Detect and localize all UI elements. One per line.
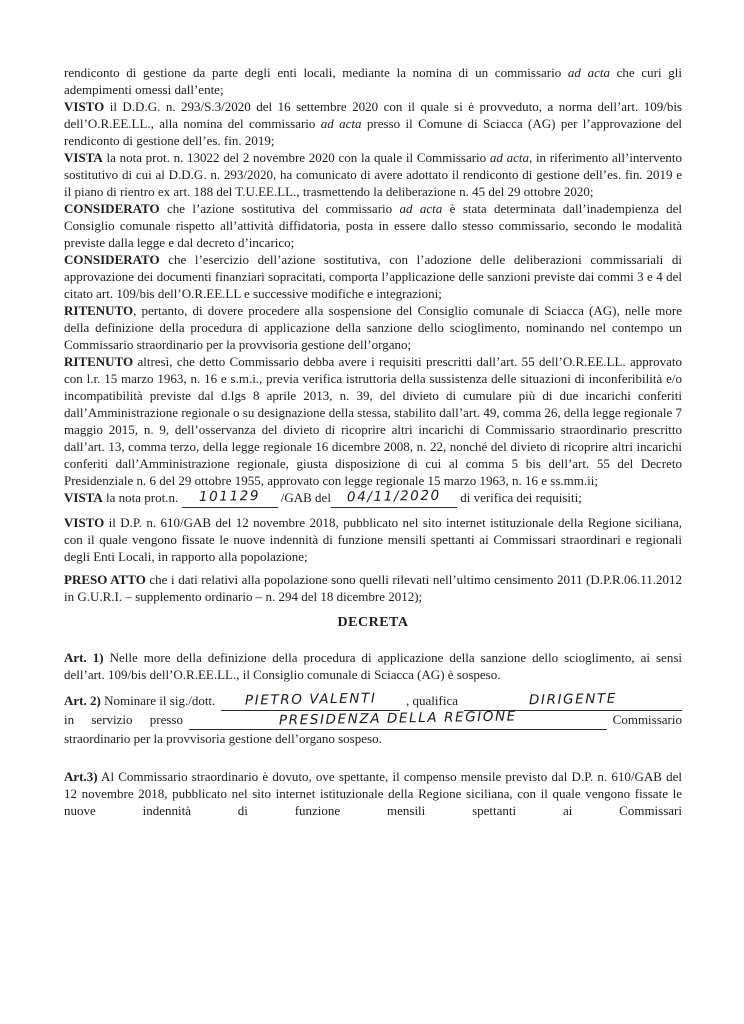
text-run: , pertanto, di dovere procedere alla sospensione del Consiglio comunale di Sciacca (AG), nelle more della definizione della procedura di applicazione della sanzione dello scioglimento, nominando nel contempo un Commissario straordinario per la provvisoria gestione dell’organo; [64,303,682,352]
text-run: il D.D.G. n. 293/S.3/2020 del 16 settembre 2020 con il quale si è provveduto, a norma dell’art. 109/bis dell’O.R.EE.LL., alla nomina del commissario [64,99,682,131]
text-run: Commissario [612,712,682,727]
text-run: PRESO ATTO [64,572,146,587]
text-run: , qualifica [406,693,458,708]
paragraph-ritenuto-pertanto [64,302,682,353]
text-run: VISTA [64,490,103,505]
handwritten-fill [221,692,400,711]
text-run: Al Commissario straordinario è dovuto, ove spettante, il compenso mensile previsto dal D.P. n. 610/GAB del 12 novembre 2018, pubblicato nel sito internet istituzionale della Regione siciliana, con il quale vengono fissate le nuove indennità di funzione mensili spettanti ai Commissari [64,769,682,818]
text-run: la nota prot. n. 13022 del 2 novembre 2020 con la quale il Commissario [102,150,490,165]
article-2-line-1 [64,692,682,711]
paragraph-visto-ddg [64,98,682,149]
article-2-line-3 [64,730,682,747]
text-run: che curi gli adempimenti omessi dall’ente; [64,65,682,97]
text-run: di verifica dei requisiti; [456,490,582,505]
text-run: /GAB del [277,490,331,505]
handwritten-text: 101129 [198,487,261,506]
text-run: in servizio presso [64,712,183,727]
paragraph-vista-verifica [64,489,682,508]
text-run: VISTO [64,515,105,530]
article-2 [64,692,682,747]
paragraph-ritenuto-altresi [64,353,682,489]
text-run: , in riferimento all’intervento sostitutivo di cui al D.D.G. n. 293/2020, ha comunicato di avere adottato il rendiconto di gestione dell’es. fin. 2019 e il piano di rientro ex art. 188 del T.U.EE.LL., trasmettendo la deliberazione n. 45 del 29 ottobre 2020; [64,150,682,199]
text-run: RITENUTO [64,354,134,369]
decreta-heading: DECRETA [337,615,409,630]
handwritten-text: PIETRO VALENTI [244,690,377,709]
text-run: ad acta [567,65,610,80]
text-run: ad acta [399,201,443,216]
text-run: il D.P. n. 610/GAB del 12 novembre 2018, pubblicato nel sito internet istituzionale della Regione siciliana, con il quale vengono fissate le nuove indennità di funzione mensili spettanti ai Commissari straordinari e regionali degli Enti Locali, in rapporto alla popolazione; [64,515,682,564]
text-run: CONSIDERATO [64,201,160,216]
text-run: VISTA [64,150,103,165]
text-run: la nota prot.n. [102,490,182,505]
text-run: presso il Comune di Sciacca (AG) per l’approvazione del rendiconto di gestione dell’es. fin. 2019; [64,116,682,148]
text-run: che i dati relativi alla popolazione sono quelli rilevati nell’ultimo censimento 2011 (D.P.R.06.11.2012 in G.U.R.I. – supplemento ordinario – n. 294 del 18 dicembre 2012); [64,572,682,604]
text-run: rendiconto di gestione da parte degli enti locali, mediante la nomina di un commissario [64,65,568,80]
text-run: Nelle more della definizione della procedura di applicazione della sanzione dello scioglimento, ai sensi dell’art. 109/bis dell’O.R.EE.LL., il Consiglio comunale di Sciacca (AG) è sospeso. [64,650,682,682]
handwritten-fill [331,489,457,508]
text-run: che l’azione sostitutiva del commissario [159,201,400,216]
handwritten-text: PRESIDENZA DELLA REGIONE [278,708,517,729]
paragraph-preso-atto [64,571,682,605]
text-run: Art. 1) [64,650,104,665]
paragraph-continuation [64,64,682,98]
text-run: CONSIDERATO [64,252,160,267]
paragraph-vista-nota [64,149,682,200]
text-run: ad acta [320,116,362,131]
paragraph-visto-dp [64,514,682,565]
handwritten-text: DIRIGENTE [528,690,618,709]
text-run: è stata determinata dall’inadempienza del Consiglio comunale rispetto all’attività diffidatoria, posta in essere dallo stesso commissario, secondo le modalità previste dalla legge e dal decreto d’incarico; [64,201,683,250]
text-run: Nominare il sig./dott. [100,693,216,708]
text-run: VISTO [64,99,105,114]
article-1 [64,649,682,683]
text-run: ad acta [489,150,529,165]
text-run: Art.3) [64,769,98,784]
handwritten-text: 04/11/2020 [346,487,441,506]
handwritten-fill [189,708,607,730]
text-run: RITENUTO [64,303,134,318]
text-run: Art. 2) [64,693,101,708]
text-run: che l’esercizio dell’azione sostitutiva, con l’adozione delle deliberazioni commissariali di approvazione dei documenti finanziari sopracitati, comporta l’applicazione delle sanzioni previste dai commi 3 e 4 del citato art. 109/bis dell’O.R.EE.LL e successive modifiche e integrazioni; [64,252,682,301]
text-run: straordinario per la provvisoria gestione dell’organo sospeso. [64,731,382,746]
paragraph-considerato-esercizio [64,251,682,302]
article-2-line-2 [64,708,682,730]
article-3 [64,768,682,819]
paragraph-considerato-azione [64,200,682,251]
handwritten-fill [182,489,278,508]
text-run: altresì, che detto Commissario debba avere i requisiti prescritti dall’art. 55 dell’O.R.EE.LL. approvato con l.r. 15 marzo 1963, n. 16 e s.m.i., previa verifica istruttoria della sussistenza delle situazioni di inconferibilità e/o incompatibilità previste dal d.lgs 8 aprile 2013, n. 39, del divieto di cumulare più di due incarichi conferiti dall’Amministrazione regionale o su designazione della stessa, stabilito dall’art. 49, comma 26, della legge regionale 7 maggio 2015, n. 9, dell’osservanza del divieto di ricoprire altri incarichi di Commissario straordinario prescritto dall’art. 13, comma terzo, della legge regionale 16 dicembre 2008, n. 22, nonché del divieto di ricoprire altri incarichi conferiti dall’Amministrazione regionale, giusta disposizione di cui al comma 5 bis dell’art. 55 del Decreto Presidenziale n. 6 del 29 ottobre 1955, approvato con legge regionale 15 marzo 1963, n. 16 e ss.mm.ii; [64,354,682,488]
